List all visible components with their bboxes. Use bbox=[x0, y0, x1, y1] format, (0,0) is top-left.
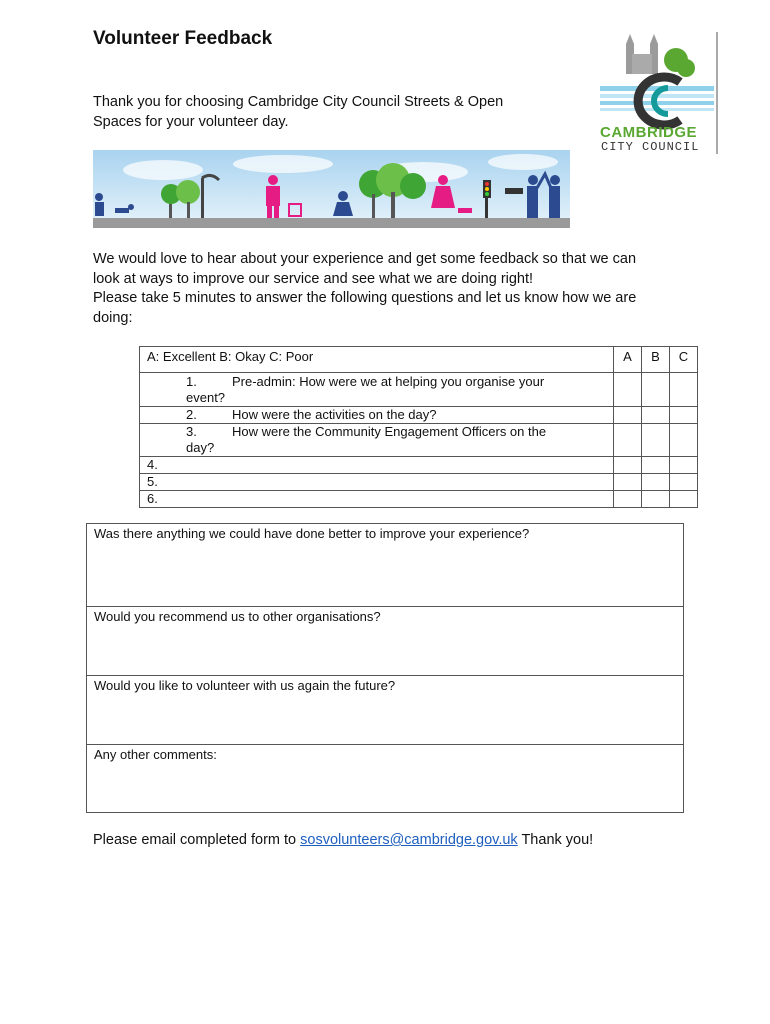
rating-cell-c[interactable] bbox=[670, 457, 698, 474]
intro-line: Thank you for choosing Cambridge City Council Streets & Open bbox=[93, 94, 504, 110]
table-row bbox=[140, 407, 698, 424]
question-6: 6. bbox=[140, 491, 614, 508]
paragraph-line: look at ways to improve our service and see what we are doing right! bbox=[93, 270, 534, 287]
rating-cell-b[interactable] bbox=[642, 491, 670, 508]
logo-line1: CAMBRIDGE bbox=[600, 124, 697, 141]
rating-cell-a[interactable] bbox=[614, 424, 642, 457]
rating-header-row bbox=[140, 347, 698, 373]
question-2 bbox=[140, 407, 614, 424]
intro-line: Spaces for your volunteer day. bbox=[93, 114, 289, 130]
rating-cell-b[interactable] bbox=[642, 457, 670, 474]
rating-cell-a[interactable] bbox=[614, 407, 642, 424]
question-4: 4. bbox=[140, 457, 614, 474]
closing-text bbox=[93, 832, 593, 848]
feedback-again-question[interactable]: Would you like to volunteer with us again the future? bbox=[87, 676, 684, 745]
rating-cell-c[interactable] bbox=[670, 424, 698, 457]
question-text-cont: day? bbox=[186, 440, 215, 455]
cambridge-city-council-logo bbox=[598, 30, 720, 156]
paragraph-line: Please take 5 minutes to answer the following questions and let us know how we are bbox=[93, 290, 637, 306]
table-row bbox=[140, 491, 698, 508]
volunteer-banner-image bbox=[93, 150, 570, 228]
question-number: 2. bbox=[186, 407, 197, 422]
rating-legend: A: Excellent B: Okay C: Poor bbox=[140, 347, 614, 373]
paragraph-line: We would love to hear about your experience and get some feedback so that we can bbox=[93, 251, 637, 267]
feedback-other-question[interactable]: Any other comments: bbox=[87, 745, 684, 813]
feedback-table bbox=[86, 523, 684, 813]
rating-cell-a[interactable] bbox=[614, 474, 642, 491]
feedback-better-question[interactable]: Was there anything we could have done better to improve your experience? bbox=[87, 524, 684, 607]
rating-table bbox=[139, 346, 698, 508]
rating-cell-b[interactable] bbox=[642, 474, 670, 491]
question-text: How were the activities on the day? bbox=[232, 407, 437, 422]
rating-cell-c[interactable] bbox=[670, 491, 698, 508]
closing-after: Thank you! bbox=[517, 832, 594, 848]
closing-before: Please email completed form to bbox=[93, 832, 301, 848]
intro-text bbox=[93, 92, 563, 132]
rating-cell-a[interactable] bbox=[614, 491, 642, 508]
rating-cell-b[interactable] bbox=[642, 373, 670, 407]
feedback-recommend-question[interactable]: Would you recommend us to other organisations? bbox=[87, 607, 684, 676]
col-b-header: B bbox=[642, 347, 670, 373]
rating-cell-c[interactable] bbox=[670, 373, 698, 407]
question-5: 5. bbox=[140, 474, 614, 491]
question-number: 3. bbox=[186, 424, 197, 439]
table-row bbox=[140, 457, 698, 474]
question-1 bbox=[140, 373, 614, 407]
rating-cell-b[interactable] bbox=[642, 424, 670, 457]
question-3 bbox=[140, 424, 614, 457]
col-c-header: C bbox=[670, 347, 698, 373]
col-a-header: A bbox=[614, 347, 642, 373]
rating-cell-a[interactable] bbox=[614, 457, 642, 474]
table-row bbox=[140, 424, 698, 457]
paragraph-line: doing: bbox=[93, 309, 133, 326]
feedback-row[interactable] bbox=[87, 607, 684, 676]
question-text-cont: event? bbox=[186, 390, 226, 405]
logo-line2: CITY COUNCIL bbox=[601, 140, 700, 154]
question-number: 1. bbox=[186, 374, 197, 389]
feedback-row[interactable] bbox=[87, 745, 684, 813]
feedback-row[interactable] bbox=[87, 676, 684, 745]
page-title: Volunteer Feedback bbox=[93, 28, 273, 49]
question-text: How were the Community Engagement Officers on the bbox=[232, 424, 547, 439]
rating-cell-a[interactable] bbox=[614, 373, 642, 407]
email-link[interactable]: sosvolunteers@cambridge.gov.uk bbox=[300, 832, 518, 848]
table-row bbox=[140, 373, 698, 407]
question-text: Pre-admin: How were we at helping you organise your bbox=[232, 374, 545, 389]
table-row bbox=[140, 474, 698, 491]
rating-cell-c[interactable] bbox=[670, 474, 698, 491]
rating-cell-b[interactable] bbox=[642, 407, 670, 424]
rating-cell-c[interactable] bbox=[670, 407, 698, 424]
feedback-row[interactable] bbox=[87, 524, 684, 607]
intro-paragraph bbox=[93, 250, 693, 328]
